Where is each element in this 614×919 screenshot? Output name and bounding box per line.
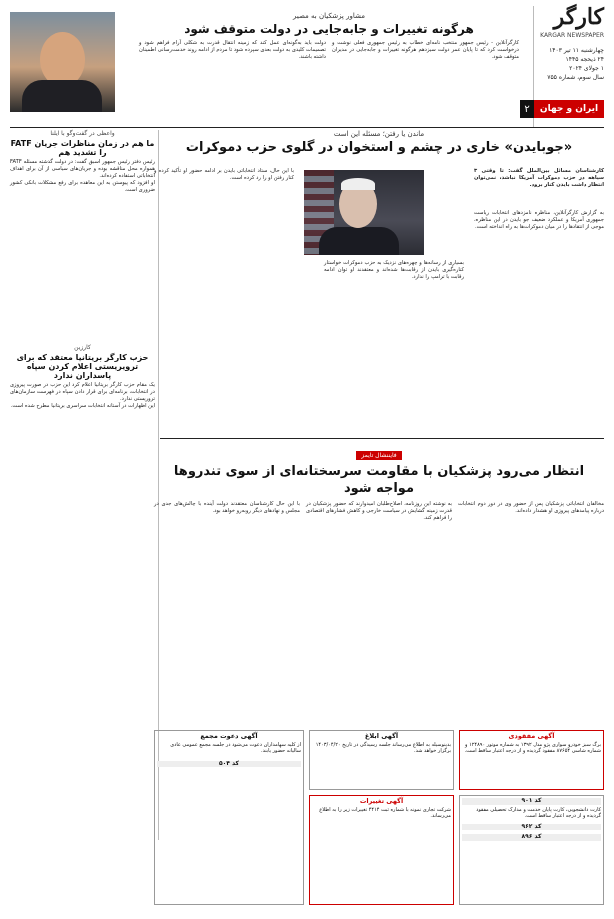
left-paragraph: این اظهارات در آستانه انتخابات سراسری بریتانیا مطرح شده است. bbox=[10, 403, 155, 409]
issue-date: چهارشنبه ۱۱ تیر ۱۴۰۳ bbox=[549, 47, 604, 54]
top-kicker: مشاور پزشکیان به مصیر bbox=[293, 12, 365, 20]
left-column bbox=[10, 130, 159, 840]
ad-text: از کلیه سهامداران دعوت می‌شود در جلسه مجمع عمومی عادی سالیانه حضور یابند. bbox=[170, 741, 301, 754]
left-kicker: واعظی در گفت‌وگو با ایلنا bbox=[50, 130, 115, 137]
portrait-photo bbox=[10, 12, 115, 112]
ad-code: کد ۵۰۴ bbox=[157, 761, 301, 768]
ad-code: کد ۹۰۱ bbox=[462, 798, 601, 805]
main-paragraph: بسیاری از رسانه‌ها و چهره‌های نزدیک به حزب دموکرات خواستار کناره‌گیری بایدن از رقابت‌ها شده‌اند و معتقدند او توان ادامه رقابت با ترامپ را ندارد. bbox=[324, 260, 464, 280]
ad-title: آگهی مفقودی bbox=[508, 732, 555, 740]
ad-box bbox=[459, 730, 604, 790]
second-paragraph: به نوشته این روزنامه، اصلاح‌طلبان امیدوارند که حضور پزشکیان در قدرت زمینه گشایش در سیاست خارجی و کاهش فشارهای اقتصادی را فراهم کند. bbox=[306, 501, 452, 521]
ad-box bbox=[309, 795, 454, 905]
ad-text: برگ سبز خودرو سواری پژو مدل ۱۳۹۲ به شماره موتور ۱۲۴۸۹۰ و شماره شاسی ۸۷۶۵۴ مفقود گردیده و از درجه اعتبار ساقط است. bbox=[464, 741, 601, 754]
section-label: ایران و جهان bbox=[534, 100, 604, 118]
main-paragraph: به گزارش کارگرآنلاین، مناظره نامزدهای انتخابات ریاست جمهوری آمریکا و عملکرد ضعیف جو بایدن در این مناظره، موجی از انتقادها را در میان دموکرات‌ها به راه انداخته است. bbox=[474, 210, 604, 230]
divider bbox=[10, 127, 604, 128]
issue-info bbox=[534, 46, 604, 82]
issue-hijri: ۲۴ ذیحجه ۱۴۴۵ bbox=[565, 56, 604, 63]
issue-gregorian: ۱ جولای ۲۰۲۴ bbox=[569, 65, 604, 72]
ad-text: کارت دانشجویی، کارت پایان خدمت و مدارک تحصیلی مفقود گردیده و از درجه اعتبار ساقط است. bbox=[476, 806, 601, 819]
top-article bbox=[139, 12, 519, 127]
left-headline: ما هم در زمان مناظرات جریان FATF را تشدید هم bbox=[10, 139, 155, 157]
second-paragraph: مخالفان انتخاباتی پزشکیان پس از حضور وی در دور دوم انتخابات درباره پیامدهای پیروزی او هشدار داده‌اند. bbox=[458, 501, 604, 514]
main-lead: کارشناسان مسائل بین‌الملل گفت: تا وقتی ۳ سیاهه در حزب دموکرات آمریکا نباشد، نمی‌توان انتظار داشت بایدن کنار برود. bbox=[474, 168, 604, 188]
ad-box bbox=[309, 730, 454, 790]
second-article bbox=[154, 442, 604, 727]
divider bbox=[160, 438, 604, 439]
brand-logo: کارگر bbox=[553, 4, 604, 30]
left-paragraph: یک مقام حزب کارگر بریتانیا اعلام کرد این حزب در صورت پیروزی در انتخابات، برنامه‌ای برای قرار دادن سپاه در فهرست سازمان‌های تروریستی ندارد. bbox=[10, 382, 155, 402]
ad-title: آگهی دعوت مجمع bbox=[200, 732, 258, 740]
ad-title: آگهی تغییرات bbox=[359, 797, 404, 805]
left-headline-2: حزب کارگر بریتانیا معتقد که برای ترویریستی اعلام کردن سپاه پاسداران ندارد bbox=[16, 353, 149, 380]
main-headline: «جوبایدن» خاری در چشم و استخوان در گلوی حزب دموکرات bbox=[185, 140, 573, 155]
ad-text: بدینوسیله به اطلاع می‌رساند جلسه رسیدگی در تاریخ ۱۴۰۳/۰۴/۲۰ برگزار خواهد شد. bbox=[315, 741, 451, 754]
top-headline: هرگونه تغییرات و جابه‌جایی در دولت متوقف شود bbox=[184, 22, 474, 36]
ad-box bbox=[154, 730, 304, 905]
news-photo bbox=[304, 170, 424, 255]
main-article bbox=[154, 130, 604, 435]
second-paragraph: با این حال کارشناسان معتقدند دولت آینده با چالش‌های جدی در مجلس و نهادهای دیگر روبه‌رو خواهد بود. bbox=[154, 501, 300, 514]
main-paragraph: با این حال، ستاد انتخاباتی بایدن بر ادامه حضور او تأکید کرده و کنار رفتن او را رد کرده است. bbox=[154, 168, 294, 181]
issue-number: سال سوم، شماره ۷۵۵ bbox=[547, 74, 604, 81]
ad-title: آگهی ابلاغ bbox=[364, 732, 399, 740]
left-paragraph: او افزود که پیوستن به این معاهده برای رفع مشکلات بانکی کشور ضروری است. bbox=[10, 180, 155, 193]
ad-text: شرکت تجاری نمونه با شماره ثبت ۴۴۱۴ تغییرات زیر را به اطلاع می‌رساند. bbox=[319, 806, 451, 819]
ad-code: کد ۹۶۲ bbox=[462, 824, 601, 831]
ad-box bbox=[459, 795, 604, 905]
page-number: ۲ bbox=[520, 100, 534, 118]
left-kicker-2: کارزین bbox=[74, 344, 91, 351]
top-paragraph: دولت باید به‌گونه‌ای عمل کند که زمینه انتقال قدرت به شکلی آرام فراهم شود و تصمیمات کلیدی به دولت بعدی سپرده شود تا مردم از ادامه روند خدمت‌رسانی اطمینان داشته باشند. bbox=[139, 40, 326, 60]
ads-section bbox=[154, 730, 604, 910]
source-tag: فایننشال تایمز bbox=[356, 451, 401, 460]
left-paragraph: رئیس دفتر رئیس جمهور اسبق گفت: در دولت گذشته مسئله FATF همواره محل مناقشه بوده و جریان‌های سیاسی از آن برای اهداف انتخاباتی استفاده کرده‌اند. bbox=[10, 159, 155, 179]
main-kicker: ماندن یا رفتن؛ مسئله این است bbox=[333, 130, 425, 138]
ad-code: کد ۸۹۶ bbox=[462, 834, 601, 841]
second-headline: انتظار می‌رود پزشکیان با مقاومت سرسختانه‌ای از سوی تندروها مواجه شود bbox=[173, 464, 585, 496]
top-paragraph: کارگرآنلاین - رئیس جمهور منتخب نامه‌ای خطاب به رئیس جمهوری فعلی نوشت و درخواست کرد که تا پایان عمر دولت سیزدهم هرگونه تغییرات و جابه‌جایی در مدیران متوقف شود. bbox=[332, 40, 519, 60]
brand-subtitle: KARGAR NEWSPAPER bbox=[540, 32, 604, 39]
